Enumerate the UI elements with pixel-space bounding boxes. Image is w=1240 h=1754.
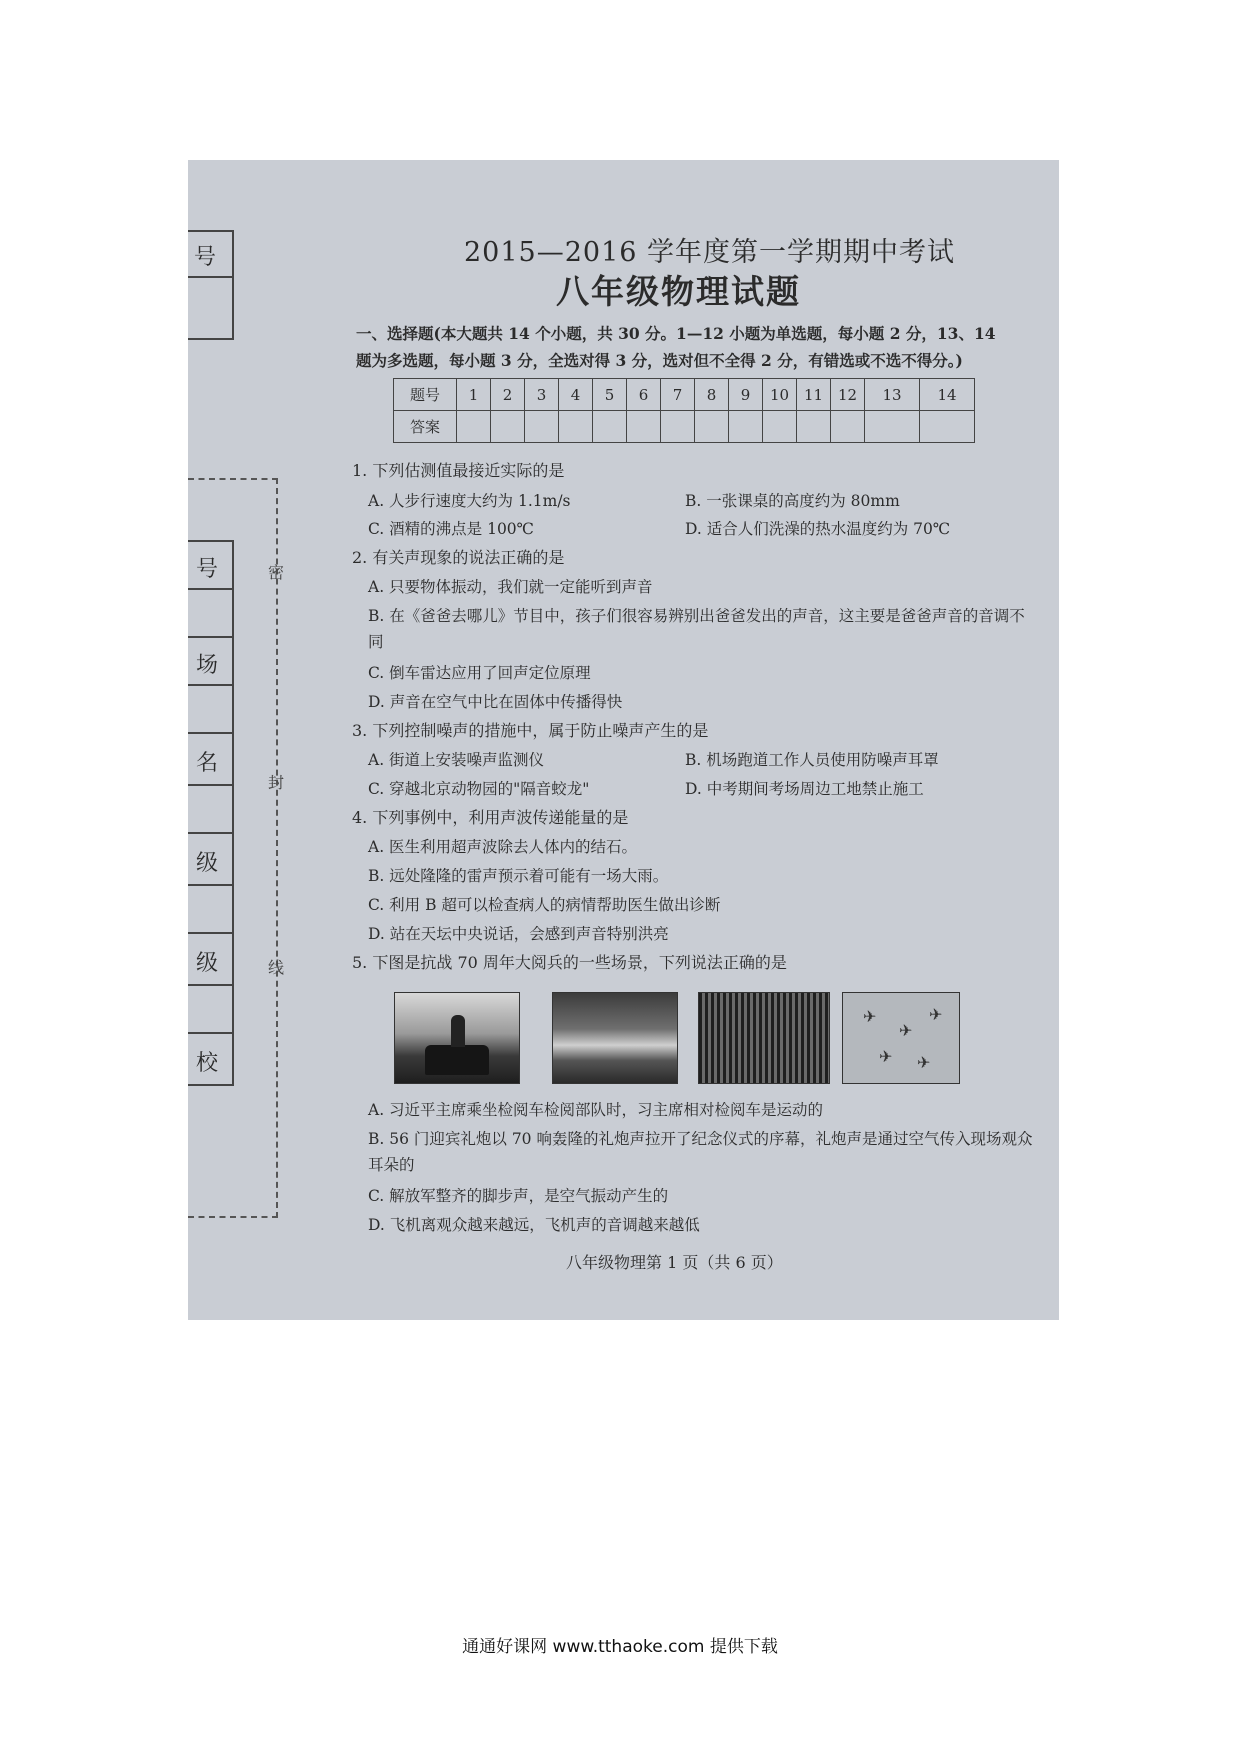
- question-2-option-b: B. 在《爸爸去哪儿》节目中，孩子们很容易辨别出爸爸发出的声音，这主要是爸爸声音的音调不同: [368, 607, 1025, 651]
- number-cell: 4: [559, 379, 593, 411]
- seal-mark-3: 线: [268, 958, 285, 977]
- aircraft-icon: ✈: [929, 1005, 943, 1024]
- section-instructions: 一、选择题(本大题共 14 个小题，共 30 分。1—12 小题为单选题，每小题 2 分，13、14 题为多选题，每小题 3 分，全选对得 3 分，选对但不全得 2 分，有错选或不选不得分。): [356, 324, 996, 370]
- answer-cell[interactable]: [525, 411, 559, 443]
- page-footer: 八年级物理第 1 页（共 6 页）: [566, 1253, 783, 1272]
- number-cell: 11: [797, 379, 831, 411]
- side-cell-blank: [188, 684, 234, 734]
- question-2-option-a: A. 只要物体振动，我们就一定能听到声音: [368, 578, 653, 596]
- number-cell: 9: [729, 379, 763, 411]
- question-1-option-d: D. 适合人们洗澡的热水温度约为 70℃: [685, 520, 951, 538]
- question-4-stem: 4. 下列事例中，利用声波传递能量的是: [352, 808, 629, 827]
- parade-photo-salute-cannons: [552, 992, 678, 1084]
- parade-photo-inspection-car: [394, 992, 520, 1084]
- side-cell-blank: [188, 884, 234, 934]
- aircraft-icon: ✈: [879, 1047, 893, 1066]
- car-shape: [425, 1045, 489, 1075]
- number-cell: 3: [525, 379, 559, 411]
- answer-cell[interactable]: [491, 411, 525, 443]
- side-label: 校: [196, 1051, 219, 1076]
- question-4-option-c: C. 利用 B 超可以检查病人的病情帮助医生做出诊断: [368, 896, 721, 914]
- question-1-option-a: A. 人步行速度大约为 1.1m/s: [368, 492, 571, 510]
- seal-mark-2: 封: [268, 773, 285, 792]
- question-4-option-a: A. 医生利用超声波除去人体内的结石。: [368, 838, 638, 856]
- question-2-option-d: D. 声音在空气中比在固体中传播得快: [368, 693, 623, 711]
- question-2-stem: 2. 有关声现象的说法正确的是: [352, 548, 565, 567]
- side-label: 号: [196, 557, 219, 582]
- side-label: 场: [196, 653, 219, 678]
- side-cell-0: [188, 540, 234, 590]
- answer-cell[interactable]: [763, 411, 797, 443]
- side-cell-top: [188, 230, 234, 278]
- answer-table: [393, 378, 975, 443]
- number-cell: 1: [457, 379, 491, 411]
- answer-cell[interactable]: [920, 411, 975, 443]
- side-label: 级: [196, 951, 219, 976]
- answer-cell[interactable]: [831, 411, 865, 443]
- side-cell-5: [188, 1032, 234, 1086]
- person-shape: [451, 1015, 465, 1047]
- question-3-option-c: C. 穿越北京动物园的"隔音蛟龙": [368, 780, 590, 798]
- question-4-option-b: B. 远处隆隆的雷声预示着可能有一场大雨。: [368, 867, 669, 885]
- side-cell-4: [188, 932, 234, 986]
- question-2-option-c: C. 倒车雷达应用了回声定位原理: [368, 664, 591, 682]
- row-header-answer: 答案: [394, 411, 457, 443]
- exam-title: 2015—2016 学年度第一学期期中考试: [464, 237, 956, 268]
- answer-table-number-row: [394, 379, 975, 411]
- question-4-option-d: D. 站在天坛中央说话，会感到声音特别洪亮: [368, 925, 669, 943]
- side-label-top: 号: [194, 245, 217, 270]
- number-cell: 12: [831, 379, 865, 411]
- number-cell: 6: [627, 379, 661, 411]
- question-1-stem: 1. 下列估测值最接近实际的是: [352, 461, 565, 480]
- number-cell: 8: [695, 379, 729, 411]
- parade-photo-aircraft-formation: [842, 992, 960, 1084]
- question-1-option-b: B. 一张课桌的高度约为 80mm: [685, 492, 900, 510]
- side-cell-blank: [188, 984, 234, 1034]
- side-cell-3: [188, 832, 234, 886]
- main-title: 八年级物理试题: [556, 272, 801, 311]
- scanned-exam-photo: [188, 160, 1059, 1320]
- answer-table-answer-row: [394, 411, 975, 443]
- answer-cell[interactable]: [865, 411, 920, 443]
- aircraft-icon: ✈: [917, 1053, 931, 1072]
- side-cell-top-blank: [188, 276, 234, 340]
- question-5-option-a: A. 习近平主席乘坐检阅车检阅部队时，习主席相对检阅车是运动的: [368, 1101, 824, 1119]
- question-3-option-b: B. 机场跑道工作人员使用防噪声耳罩: [685, 751, 939, 769]
- question-5-stem: 5. 下图是抗战 70 周年大阅兵的一些场景，下列说法正确的是: [352, 953, 787, 972]
- seal-mark-1: 密: [268, 563, 285, 582]
- answer-cell[interactable]: [695, 411, 729, 443]
- answer-cell[interactable]: [593, 411, 627, 443]
- aircraft-icon: ✈: [863, 1007, 877, 1026]
- question-3-option-a: A. 街道上安装噪声监测仪: [368, 751, 545, 769]
- answer-cell[interactable]: [457, 411, 491, 443]
- side-cell-blank: [188, 784, 234, 834]
- question-5-option-b: B. 56 门迎宾礼炮以 70 响轰隆的礼炮声拉开了纪念仪式的序幕，礼炮声是通过空气传入现场观众耳朵的: [368, 1130, 1033, 1174]
- answer-cell[interactable]: [661, 411, 695, 443]
- answer-cell[interactable]: [729, 411, 763, 443]
- question-5-option-c: C. 解放军整齐的脚步声，是空气振动产生的: [368, 1187, 669, 1205]
- number-cell: 7: [661, 379, 695, 411]
- side-label: 名: [196, 751, 219, 776]
- number-cell: 14: [920, 379, 975, 411]
- parade-photo-marching-troops: [698, 992, 830, 1084]
- side-cell-blank: [188, 588, 234, 638]
- number-cell: 2: [491, 379, 525, 411]
- question-3-stem: 3. 下列控制噪声的措施中，属于防止噪声产生的是: [352, 721, 709, 740]
- question-5-option-d: D. 飞机离观众越来越远，飞机声的音调越来越低: [368, 1216, 700, 1234]
- number-cell: 13: [865, 379, 920, 411]
- answer-cell[interactable]: [627, 411, 661, 443]
- row-header-number: 题号: [394, 379, 457, 411]
- side-cell-2: [188, 732, 234, 786]
- number-cell: 5: [593, 379, 627, 411]
- aircraft-icon: ✈: [899, 1021, 913, 1040]
- side-cell-1: [188, 636, 234, 686]
- side-label: 级: [196, 851, 219, 876]
- answer-cell[interactable]: [797, 411, 831, 443]
- number-cell: 10: [763, 379, 797, 411]
- site-footer: 通通好课网 www.tthaoke.com 提供下载: [462, 1637, 778, 1657]
- answer-cell[interactable]: [559, 411, 593, 443]
- question-1-option-c: C. 酒精的沸点是 100℃: [368, 520, 535, 538]
- question-3-option-d: D. 中考期间考场周边工地禁止施工: [685, 780, 924, 798]
